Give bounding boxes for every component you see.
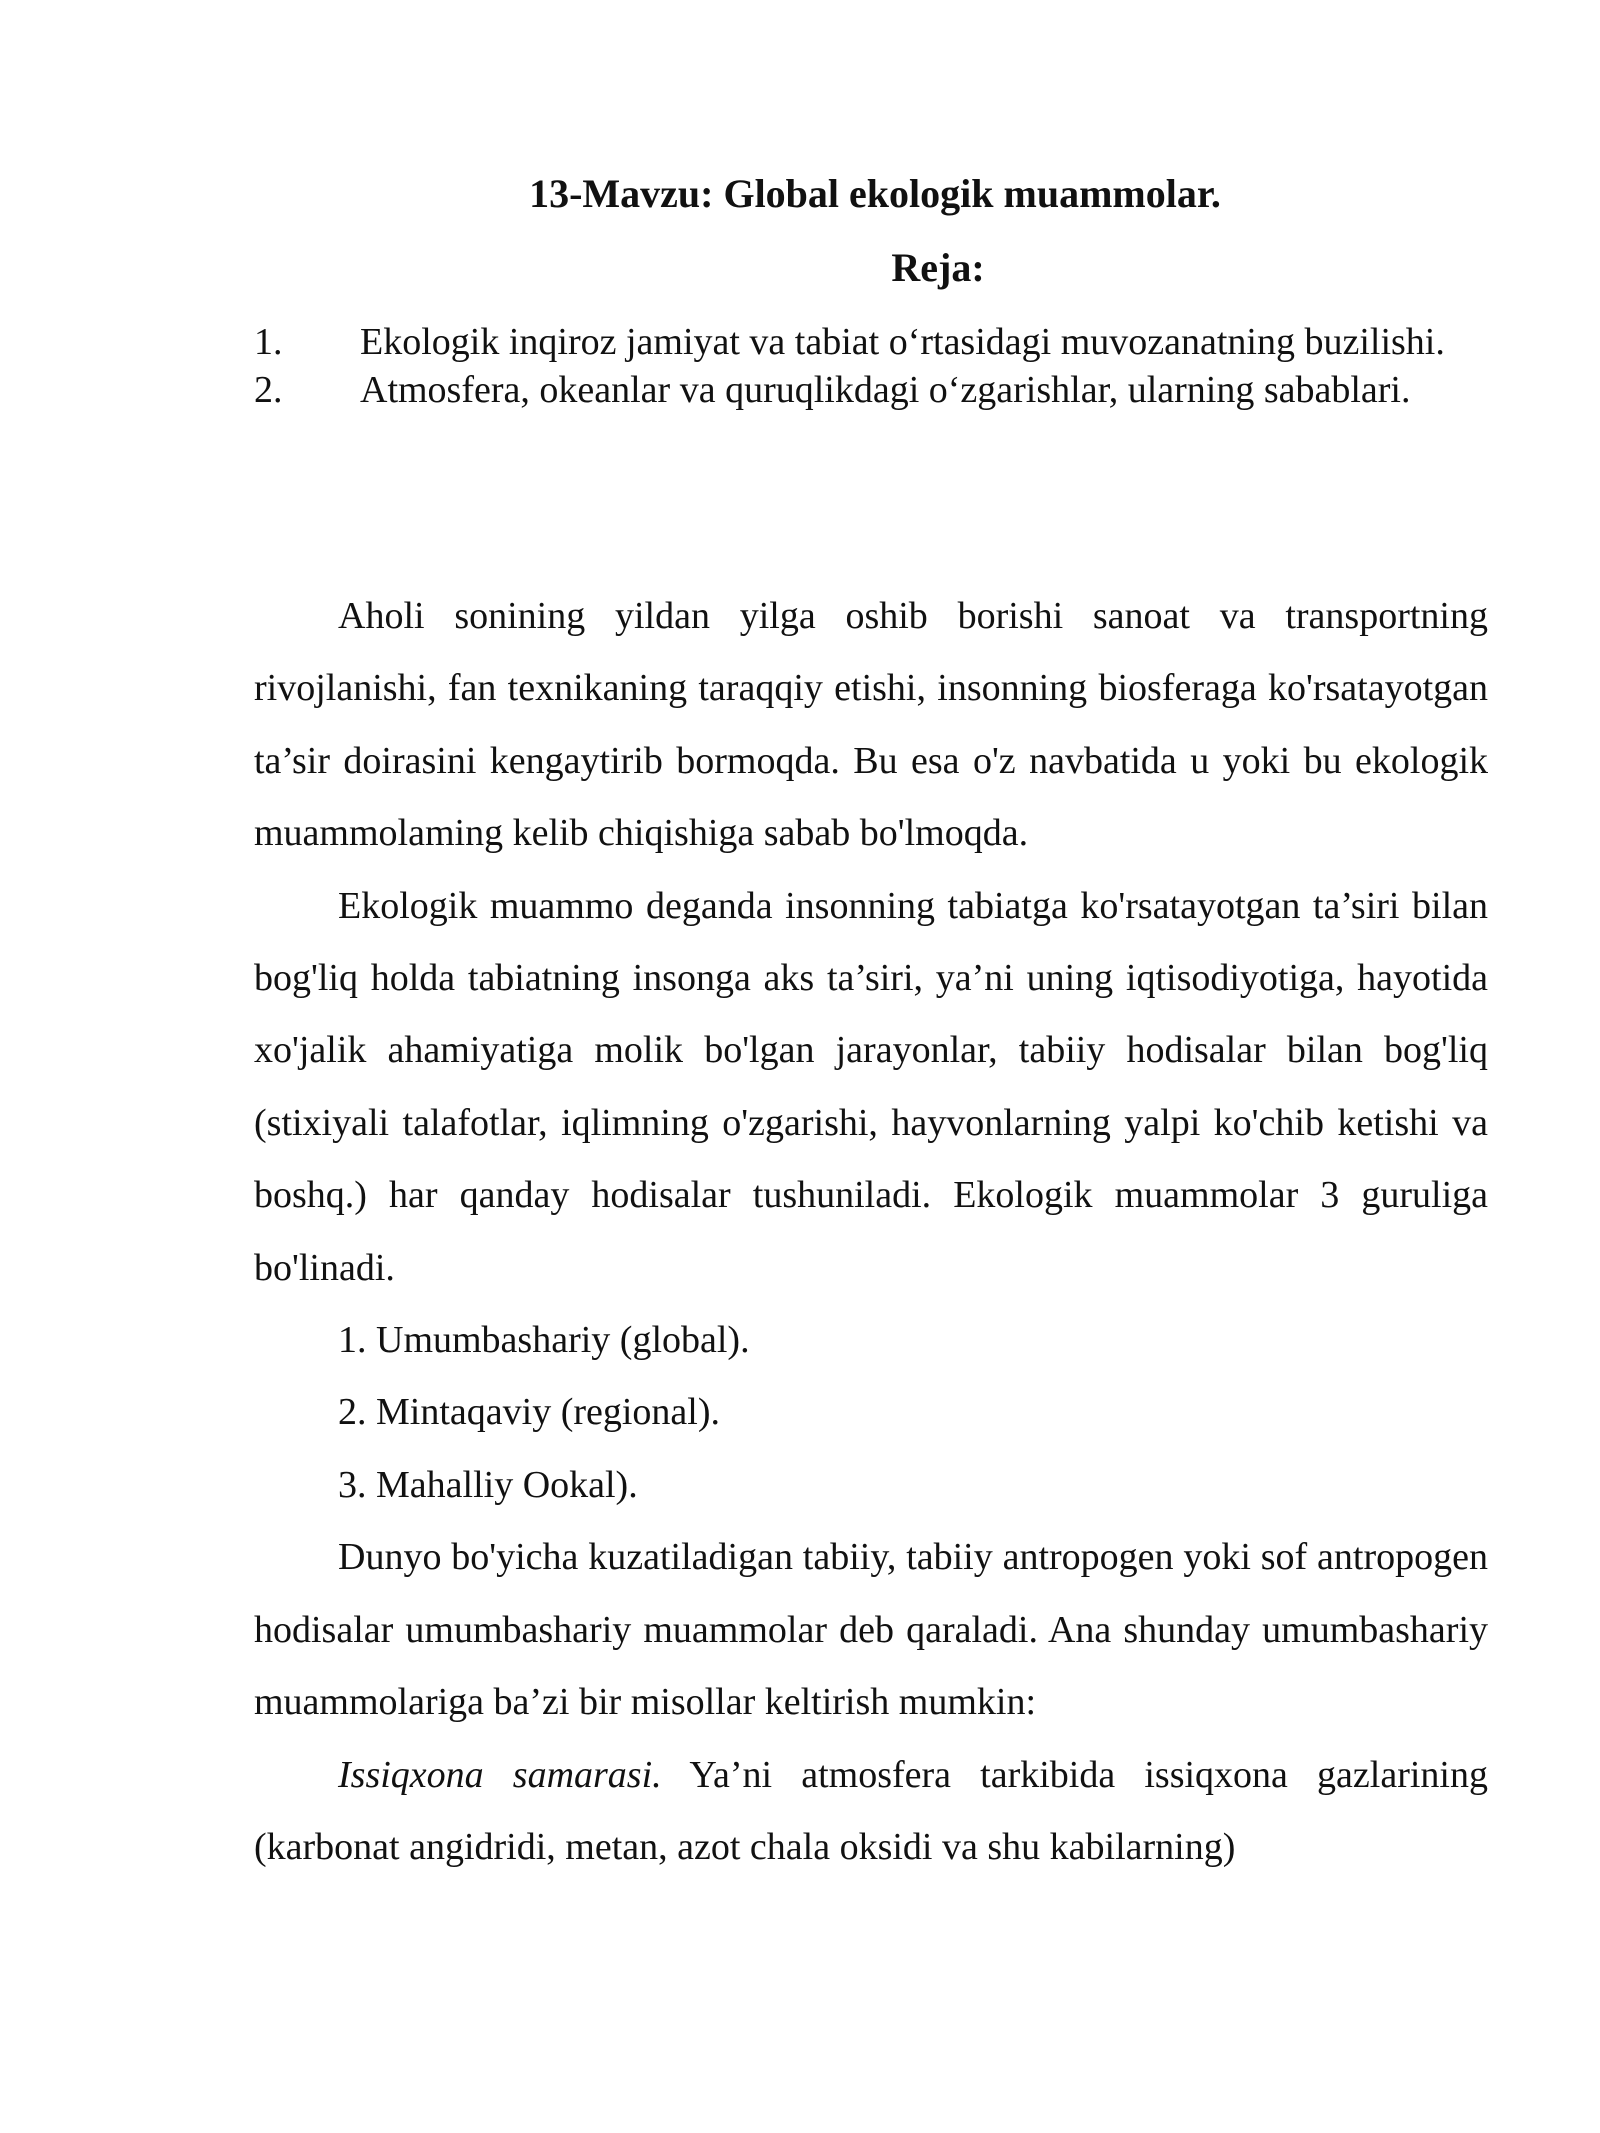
document-body (254, 580, 1488, 1883)
plan-item (254, 366, 1488, 414)
group-item-regional: 2. Mintaqaviy (regional). (338, 1391, 721, 1434)
italic-lead: Issiqxona samarasi. (338, 1753, 662, 1796)
body-paragraph: Ekologik muammo deganda insonning tabiatga ko'rsatayotgan ta’siri bilan bog'liq holda tabiatning insonga aks ta’siri, ya’ni uning iqtisodiyotiga, hayotida xo'jalik ahamiyatiga molik bo'lgan jarayonlar, tabiiy hodisalar bilan bog'liq (stixiyali talafotlar, iqlimning o'zgarishi, hayvonlarning yalpi ko'chib ketishi va boshq.) har qanday hodisalar tushuniladi. Ekologik muammolar 3 guruliga bo'linadi. (254, 884, 1488, 1289)
group-item-local: 3. Mahalliy Ookal). (338, 1463, 638, 1506)
plan-item-number: 1. (254, 321, 283, 363)
paragraph-text: Ya’ni atmosfera tarkibida issiqxona gazlarining (karbonat angidridi, metan, azot chala oksidi va shu kabilarning) (254, 1753, 1488, 1868)
document-title: 13-Mavzu: Global ekologik muammolar. (529, 171, 1221, 216)
plan-item-text: Ekologik inqiroz jamiyat va tabiat o‘rtasidagi muvozanatning buzilishi. (360, 321, 1445, 363)
group-item-global: 1. Umumbashariy (global). (338, 1319, 750, 1362)
body-paragraph: Dunyo bo'yicha kuzatiladigan tabiiy, tabiiy antropogen yoki sof antropogen hodisalar umumbashariy muammolar deb qaraladi. Ana shunday umumbashariy muammolariga ba’zi bir misollar keltirish mumkin: (254, 1536, 1488, 1724)
body-paragraph-last (254, 1739, 1488, 1884)
body-paragraph: Aholi sonining yildan yilga oshib borishi sanoat va transportning rivojlanishi, fan texnikaning taraqqiy etishi, insonning biosferaga ko'rsatayotgan ta’sir doirasini kengaytirib bormoqda. Bu esa o'z navbatida u yoki bu ekologik muammolaming kelib chiqishiga sabab bo'lmoqda. (254, 595, 1488, 855)
plan-list (254, 318, 1488, 414)
plan-item (254, 318, 1488, 366)
plan-item-number: 2. (254, 369, 283, 411)
plan-item-text: Atmosfera, okeanlar va quruqlikdagi o‘zgarishlar, ularning sabablari. (360, 369, 1411, 411)
plan-heading: Reja: (891, 245, 985, 290)
